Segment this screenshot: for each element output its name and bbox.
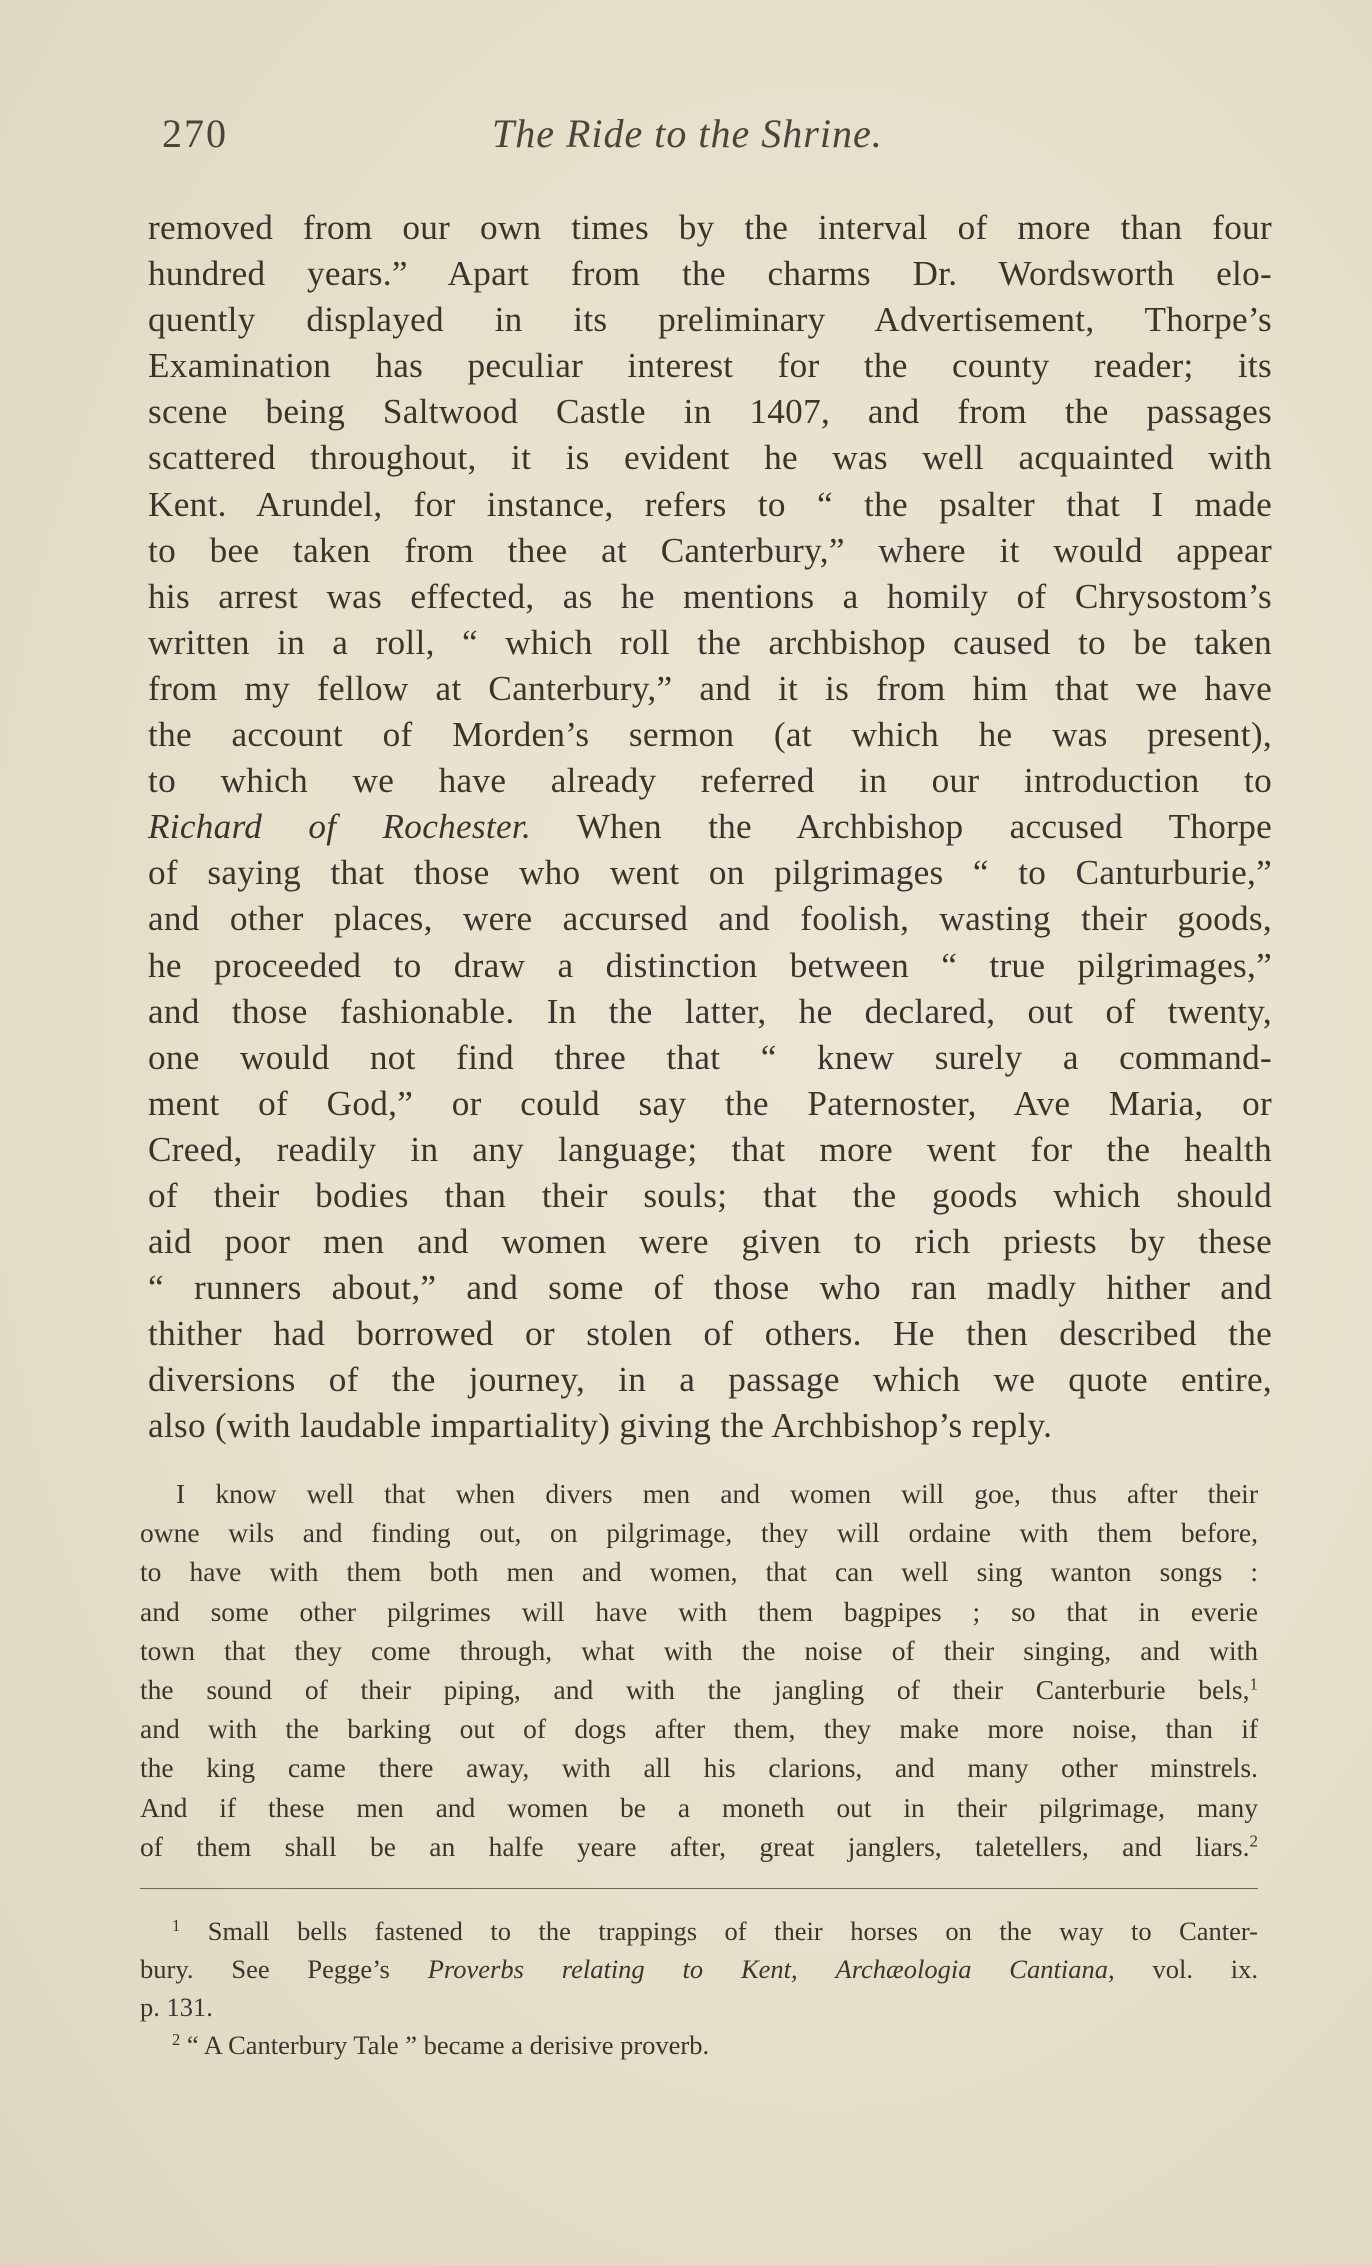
text-line: hundred years.” Apart from the charms Dr. Wordsworth elo- [148, 254, 1272, 294]
page-header [162, 110, 1272, 170]
text-line: thither had borrowed or stolen of others. He then described the [148, 1314, 1272, 1354]
quote-text: the sound of their piping, and with the jangling of their Canterburie bels, [140, 1673, 1250, 1705]
footnote-ref-1[interactable]: 1 [1249, 1674, 1258, 1694]
quote-line: town that they come through, what with the noise of their singing, and with [140, 1634, 1258, 1666]
quote-line: and with the barking out of dogs after them, they make more noise, than if [140, 1713, 1258, 1745]
footnote-title-italic: Archæologia Cantiana, [835, 1954, 1115, 1984]
quote-line: the king came there away, with all his clarions, and many other minstrels. [140, 1752, 1258, 1784]
footnote-title-italic: Proverbs relating to Kent, [427, 1954, 798, 1984]
text-line: written in a roll, “ which roll the archbishop caused to be taken [148, 622, 1272, 662]
text-fragment: When the Archbishop accused Thorpe [576, 807, 1273, 847]
quote-text: of them shall be an halfe yeare after, great janglers, taletellers, and liars. [140, 1830, 1250, 1862]
footnote-text: bury. See Pegge’s [140, 1954, 390, 1984]
text-line: diversions of the journey, in a passage which we quote entire, [148, 1360, 1272, 1400]
text-line: aid poor men and women were given to rich priests by these [148, 1222, 1272, 1262]
text-line-with-title [148, 804, 1272, 850]
text-line: his arrest was effected, as he mentions a homily of Chrysostom’s [148, 576, 1272, 616]
text-line: and other places, were accursed and foolish, wasting their goods, [148, 899, 1272, 939]
text-line: Kent. Arundel, for instance, refers to “ the psalter that I made [148, 484, 1272, 524]
text-line: quently displayed in its preliminary Advertisement, Thorpe’s [148, 300, 1272, 340]
text-line: scene being Saltwood Castle in 1407, and from the passages [148, 392, 1272, 432]
quote-line: And if these men and women be a moneth out in their pilgrimage, many [140, 1791, 1258, 1823]
footnote-marker-2: 2 [172, 2029, 181, 2049]
text-line: ment of God,” or could say the Paternoster, Ave Maria, or [148, 1083, 1272, 1123]
text-line: to bee taken from thee at Canterbury,” where it would appear [148, 530, 1272, 570]
footnote-divider [140, 1888, 1258, 1889]
text-line: to which we have already referred in our introduction to [148, 761, 1272, 801]
text-line: of saying that those who went on pilgrimages “ to Canturburie,” [148, 853, 1272, 893]
footnote-1-line [140, 1950, 1258, 1988]
body-paragraph [148, 205, 1272, 1450]
footnote-text: “ A Canterbury Tale ” became a derisive proverb. [186, 2030, 710, 2060]
footnote-text: vol. ix. [1152, 1954, 1259, 1984]
text-line: he proceeded to draw a distinction between “ true pilgrimages,” [148, 945, 1272, 985]
text-line: “ runners about,” and some of those who ran madly hither and [148, 1268, 1272, 1308]
quote-line: owne wils and finding out, on pilgrimage, they will ordaine with them before, [140, 1517, 1258, 1549]
block-quote [140, 1474, 1258, 1866]
text-line: scattered throughout, it is evident he was well acquainted with [148, 438, 1272, 478]
quote-line-with-note [140, 1670, 1258, 1709]
text-line: of their bodies than their souls; that the goods which should [148, 1175, 1272, 1215]
footnote-text: Small bells fastened to the trappings of their horses on the way to Canter- [207, 1916, 1259, 1946]
footnote-ref-2[interactable]: 2 [1249, 1831, 1258, 1851]
text-line: Examination has peculiar interest for the county reader; its [148, 346, 1272, 386]
book-title-italic: Richard of Rochester. [148, 807, 532, 847]
text-line: one would not find three that “ knew surely a command- [148, 1037, 1272, 1077]
footnote-1-line [140, 1912, 1258, 1950]
text-line: removed from our own times by the interval of more than four [148, 208, 1272, 247]
footnotes [140, 1912, 1258, 2064]
text-line: Creed, readily in any language; that more went for the health [148, 1129, 1272, 1169]
quote-line-with-note [140, 1827, 1258, 1866]
quote-line: I know well that when divers men and women will goe, thus after their [176, 1478, 1258, 1509]
page-number: 270 [162, 111, 228, 156]
quote-line: to have with them both men and women, that can well sing wanton songs : [140, 1556, 1258, 1588]
footnote-2-line [140, 2026, 1258, 2064]
running-title: The Ride to the Shrine. [492, 111, 883, 156]
footnote-1-line: p. 131. [140, 1992, 213, 2022]
text-line: from my fellow at Canterbury,” and it is from him that we have [148, 668, 1272, 708]
text-line: and those fashionable. In the latter, he declared, out of twenty, [148, 991, 1272, 1031]
text-line: also (with laudable impartiality) giving the Archbishop’s reply. [148, 1406, 1053, 1446]
text-line: the account of Morden’s sermon (at which he was present), [148, 715, 1272, 755]
footnote-marker-1: 1 [172, 1915, 181, 1935]
quote-line: and some other pilgrimes will have with them bagpipes ; so that in everie [140, 1595, 1258, 1627]
